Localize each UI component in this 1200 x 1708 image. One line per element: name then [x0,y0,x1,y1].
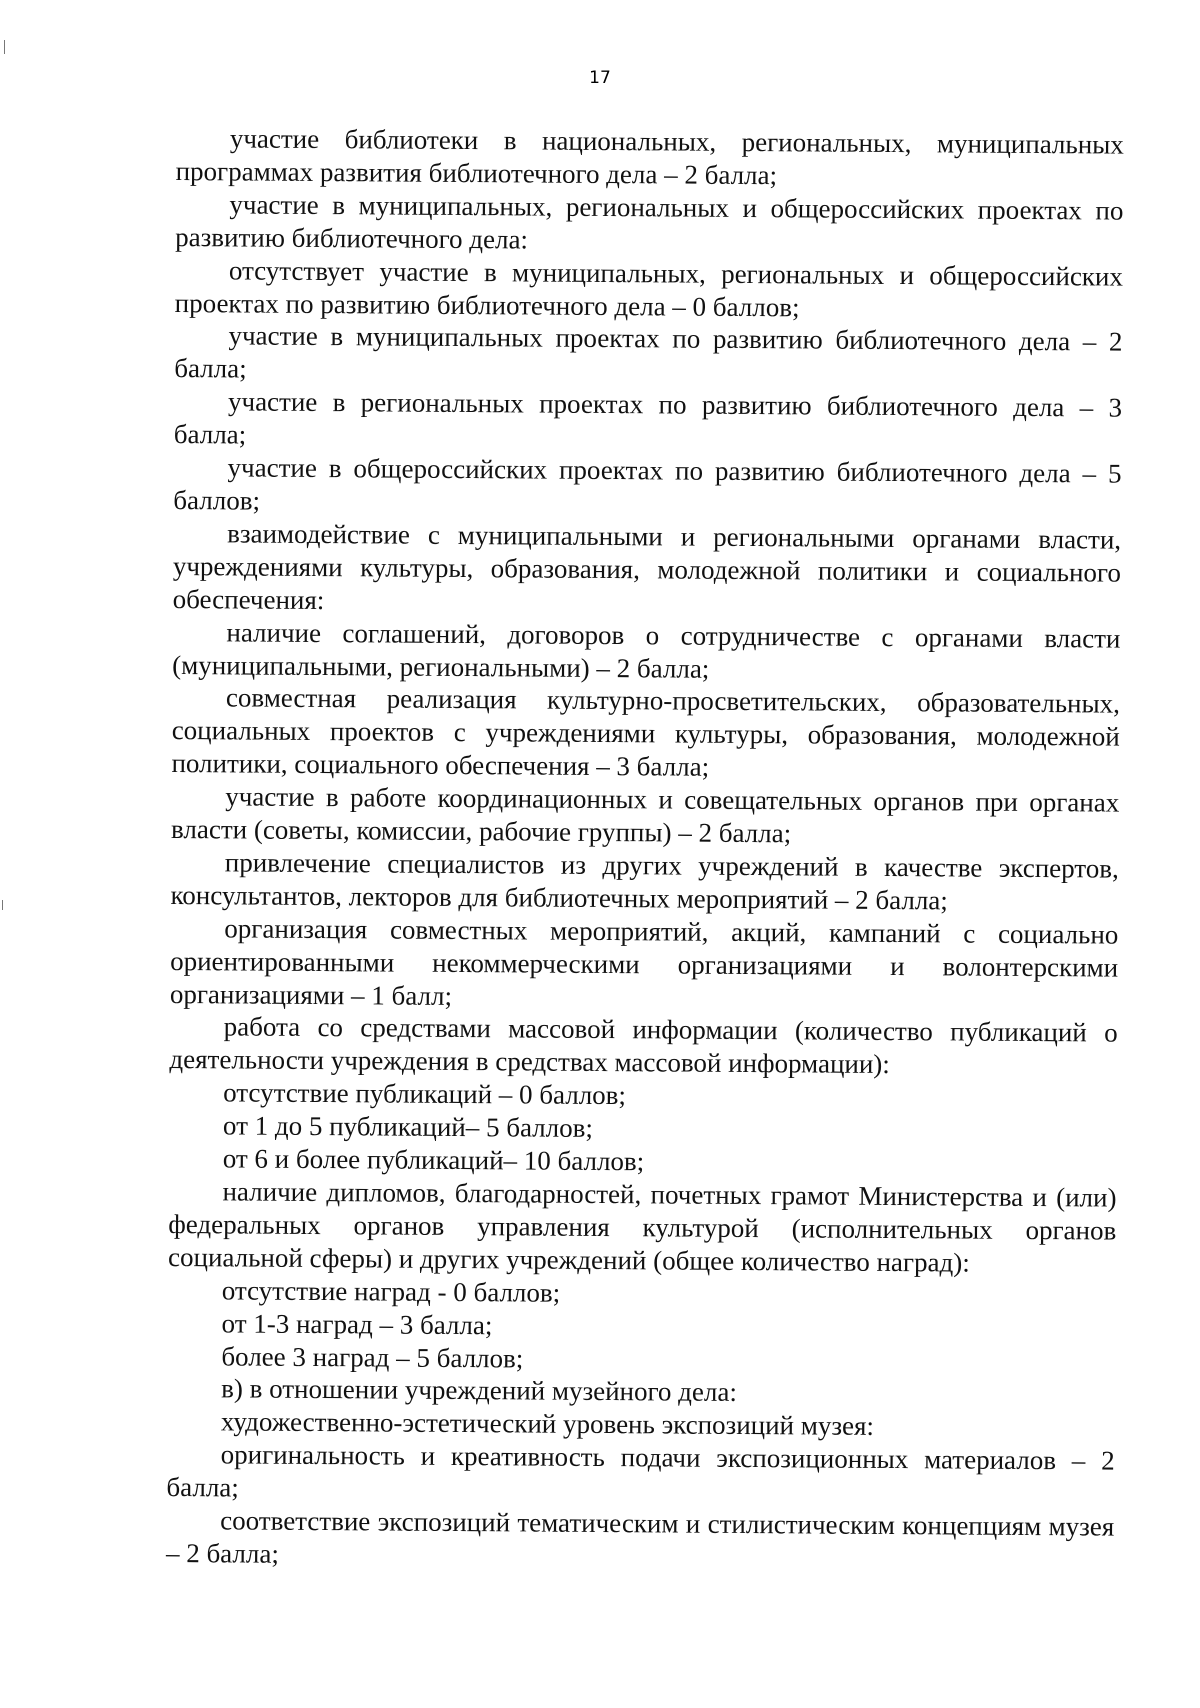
paragraph: от 1 до 5 публикаций– 5 баллов; [222,1110,594,1144]
paragraph: участие в работе координационных и совещательных органов при органах власти (советы, комиссии, рабочие группы) – 2 балла; [170,781,1120,849]
paragraph: работа со средствами массовой информации (количество публикаций о деятельности учреждения в средствах массовой информации): [169,1011,1118,1080]
paragraph: более 3 наград – 5 баллов; [221,1340,524,1373]
scan-edge-mark [2,900,3,910]
paragraph: отсутствует участие в муниципальных, региональных и общероссийских проектах по развитию библиотечного дела – 0 баллов; [174,254,1124,322]
paragraph: наличие дипломов, благодарностей, почетных грамот Министерства и (или) федеральных органов управления культурой (исполнительных органов социальной сферы) и других учреждений (общее количество наград): [167,1176,1117,1278]
paragraph: участие в региональных проектах по развитию библиотечного дела – 3 балла; [173,386,1123,450]
paragraph: участие библиотеки в национальных, региональных, муниципальных программах развития библиотечного дела – 2 балла; [175,123,1124,191]
paragraph: оригинальность и креативность подачи экспозиционных материалов – 2 балла; [166,1439,1115,1503]
paragraph: отсутствие наград - 0 баллов; [221,1275,561,1308]
paragraph: в) в отношении учреждений музейного дела: [221,1373,738,1408]
paragraph: организация совместных мероприятий, акций, кампаний с социально ориентированными некоммерческими организациями и волонтерскими организациями – 1 балл; [169,913,1119,1011]
paragraph: отсутствие публикаций – 0 баллов; [223,1077,627,1111]
paragraph: от 6 и более публикаций– 10 баллов; [222,1143,645,1177]
paragraph: от 1-3 наград – 3 балла; [221,1307,493,1340]
paragraph: участие в общероссийских проектах по развитию библиотечного дела – 5 баллов; [173,452,1122,516]
paragraph: художественно-эстетический уровень экспозиций музея: [220,1406,875,1442]
paragraph: наличие соглашений, договоров о сотрудничестве с органами власти (муниципальными, региональными) – 2 балла; [172,616,1121,684]
paragraph: совместная реализация культурно-просветительских, образовательных, социальных проектов с учреждениями культуры, образования, молодежной политики, социального обеспечения – 3 балла; [171,682,1121,782]
paragraph: участие в муниципальных проектах по развитию библиотечного дела – 2 балла; [174,320,1123,384]
paragraph: взаимодействие с муниципальными и региональными органами власти, учреждениями культуры, образования, молодежной политики и социального обеспечения: [172,518,1122,615]
page-number: 17 [589,68,611,88]
paragraph: участие в муниципальных, региональных и общероссийских проектах по развитию библиотечного дела: [175,189,1124,255]
paragraph: привлечение специалистов из других учреждений в качестве экспертов, консультантов, лекторов для библиотечных мероприятий – 2 балла; [170,847,1119,916]
paragraph: соответствие экспозиций тематическим и стилистическим концепциям музея – 2 балла; [165,1505,1115,1569]
scan-edge-mark [4,40,5,54]
document-body [166,122,1124,1576]
